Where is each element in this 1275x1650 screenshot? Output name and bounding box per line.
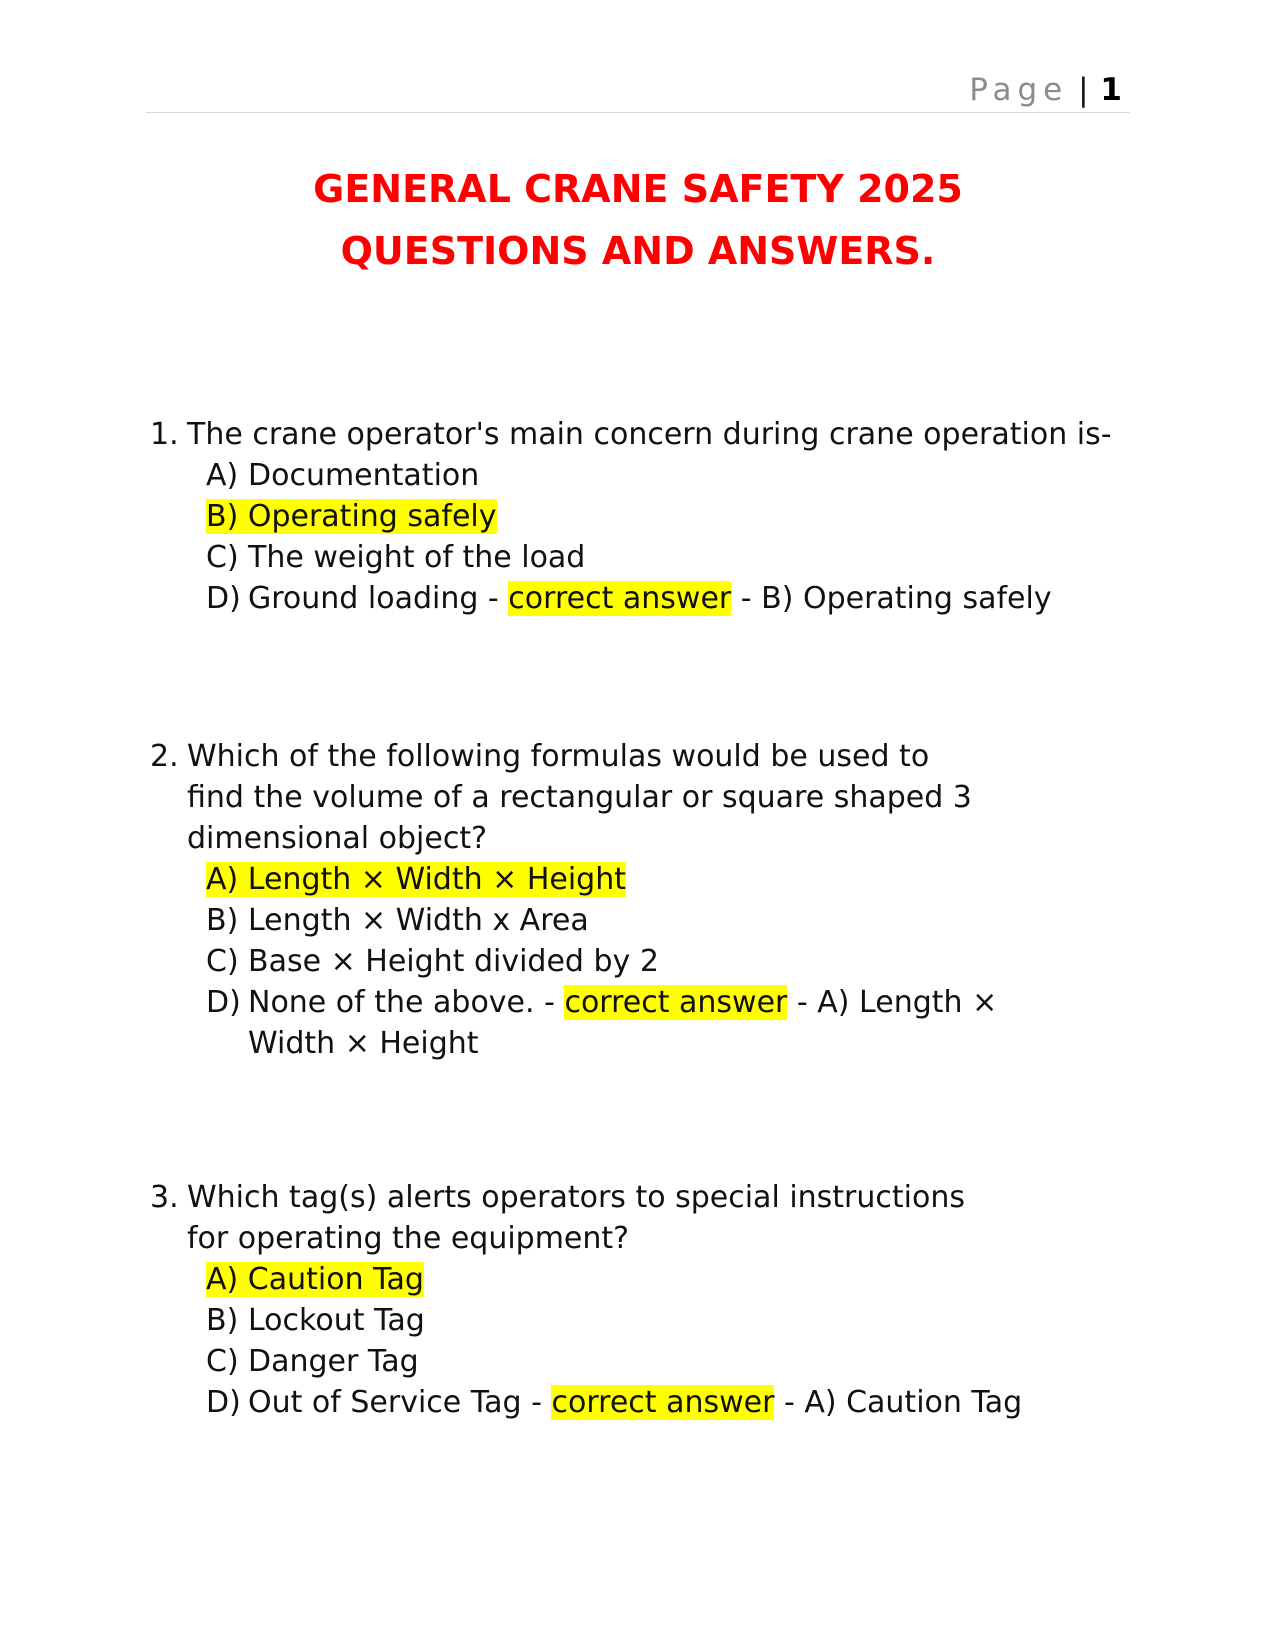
option-text: Length × Width x Area: [248, 903, 589, 938]
option-letter: C): [206, 1344, 239, 1379]
answer-text: - A) Caution Tag: [774, 1385, 1023, 1420]
option-c: [206, 537, 1130, 578]
page-label: Page: [969, 72, 1069, 108]
question-text: Which of the following formulas would be used to find the volume of a rectangular or square shaped 3 dimensional object?: [187, 739, 972, 856]
option-text: Operating safely: [247, 499, 497, 534]
page-separator: |: [1078, 72, 1089, 108]
option-c: [206, 1341, 1130, 1382]
option-text: Documentation: [248, 458, 480, 493]
correct-answer-tag: correct answer: [564, 985, 788, 1020]
page-number-indicator: [969, 72, 1122, 108]
option-d: [206, 1382, 1130, 1423]
option-text: The weight of the load: [248, 540, 586, 575]
option-text: Caution Tag: [247, 1262, 424, 1297]
option-letter: A): [206, 862, 239, 897]
question-2: [150, 736, 1130, 1064]
option-letter: A): [206, 458, 239, 493]
option-b: [206, 900, 1130, 941]
option-d: [206, 982, 1130, 1064]
highlighted-correct-option: [206, 499, 497, 534]
option-b: [206, 496, 1130, 537]
option-letter: D): [206, 985, 241, 1020]
option-list: [206, 859, 1130, 1064]
option-a: [206, 859, 1130, 900]
page-header: [146, 68, 1130, 113]
option-letter: C): [206, 944, 239, 979]
option-letter: C): [206, 540, 239, 575]
option-text: Out of Service Tag -: [248, 1385, 552, 1420]
option-letter: D): [206, 581, 241, 616]
page-number: 1: [1100, 72, 1122, 108]
answer-text: - B) Operating safely: [731, 581, 1052, 616]
option-text: Ground loading -: [248, 581, 509, 616]
option-letter: B): [206, 1303, 239, 1338]
highlighted-correct-option: [206, 1262, 424, 1297]
option-letter: B): [206, 499, 239, 534]
option-c: [206, 941, 1130, 982]
correct-answer-tag: correct answer: [551, 1385, 775, 1420]
question-text: Which tag(s) alerts operators to special instructions for operating the equipment?: [187, 1180, 965, 1256]
option-d: [206, 578, 1130, 619]
option-letter: A): [206, 1262, 239, 1297]
option-text: Danger Tag: [248, 1344, 419, 1379]
option-list: [206, 455, 1130, 619]
option-list: [206, 1259, 1130, 1423]
option-b: [206, 1300, 1130, 1341]
question-number: 2.: [150, 739, 179, 774]
option-text: Lockout Tag: [248, 1303, 425, 1338]
correct-answer-tag: correct answer: [508, 581, 732, 616]
document-title: [146, 158, 1130, 282]
answer-text: - A) Length × Width × Height: [248, 985, 998, 1061]
option-letter: B): [206, 903, 239, 938]
question-text: The crane operator's main concern during crane operation is-: [187, 417, 1112, 452]
option-letter: D): [206, 1385, 241, 1420]
question-3: [150, 1177, 1130, 1423]
option-text: Base × Height divided by 2: [248, 944, 659, 979]
option-text: Length × Width × Height: [247, 862, 627, 897]
highlighted-correct-option: [206, 862, 626, 897]
option-a: [206, 455, 1130, 496]
title-line-1: GENERAL CRANE SAFETY 2025: [313, 167, 963, 211]
question-1: [150, 414, 1130, 619]
option-a: [206, 1259, 1130, 1300]
title-line-2: QUESTIONS AND ANSWERS.: [340, 229, 936, 273]
question-number: 1.: [150, 417, 179, 452]
question-number: 3.: [150, 1180, 179, 1215]
option-text: None of the above. -: [248, 985, 565, 1020]
